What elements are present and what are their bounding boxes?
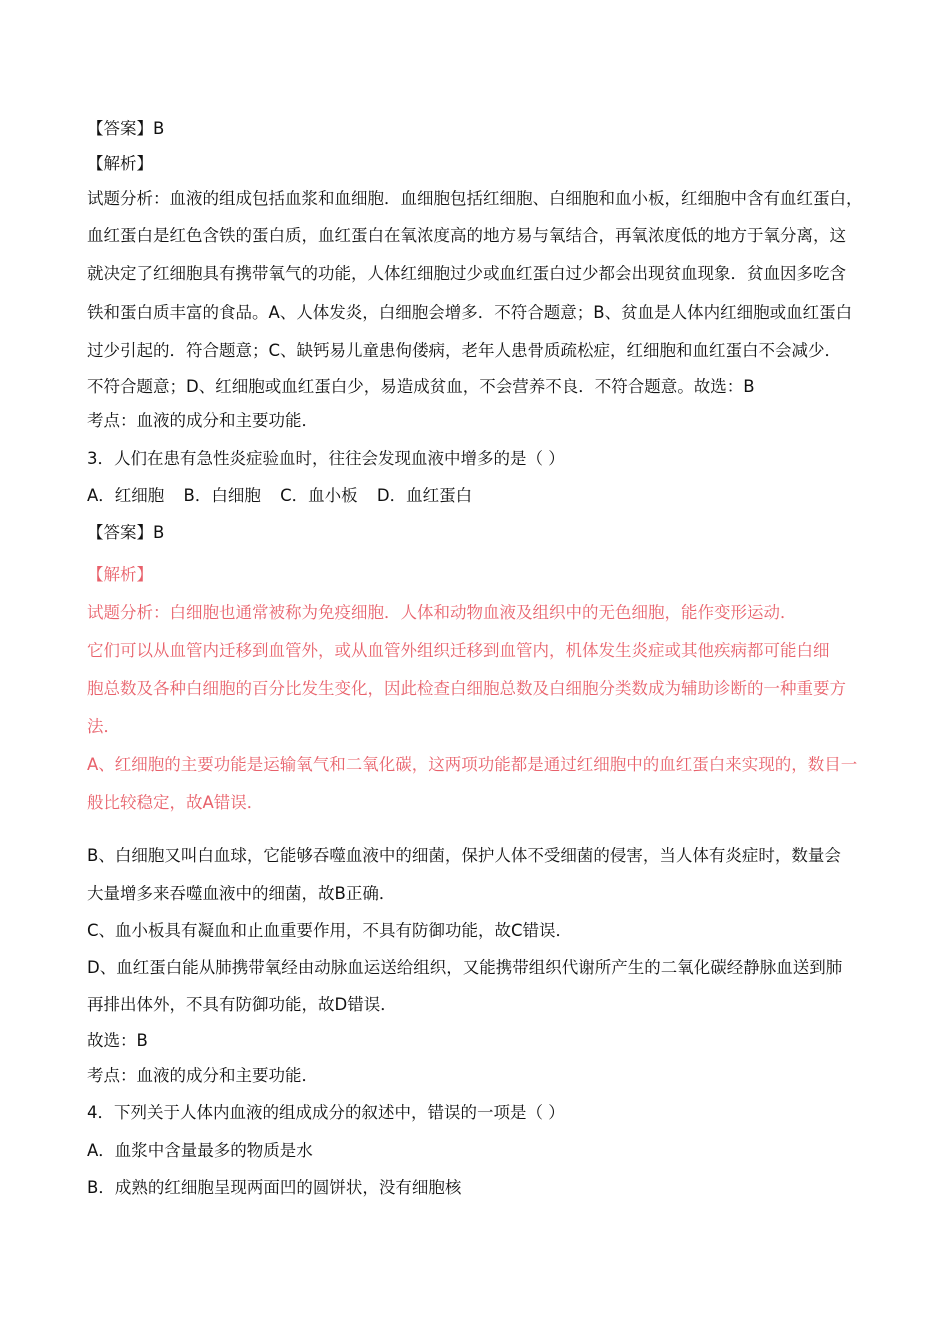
explanation-line: D、血红蛋白能从肺携带氧经由动脉血运送给组织，又能携带组织代谢所产生的二氧化碳经静脉血送到肺 (87, 958, 843, 977)
option-c: C．血小板 (280, 486, 358, 505)
option-a: A．红细胞 (87, 486, 165, 505)
option-d: D．血红蛋白 (376, 486, 473, 505)
analysis-line: 铁和蛋白质丰富的食品。A、人体发炎，白细胞会增多．不符合题意；B、贫血是人体内红细胞或血红蛋白 (87, 303, 853, 322)
red-analysis-line: 它们可以从血管内迁移到血管外，或从血管外组织迁移到血管内，机体发生炎症或其他疾病都可能白细 (87, 641, 830, 660)
answer-label-1: 【答案】B (87, 119, 165, 138)
red-analysis-line: 胞总数及各种白细胞的百分比发生变化，因此检查白细胞总数及白细胞分类数成为辅助诊断的一种重要方 (87, 679, 846, 698)
analysis-line: 就决定了红细胞具有携带氧气的功能，人体红细胞过少或血红蛋白过少都会出现贫血现象．贫血因多吃含 (87, 264, 846, 283)
explanation-line: B、白细胞又叫白血球，它能够吞噬血液中的细菌，保护人体不受细菌的侵害，当人体有炎症时，数量会 (87, 846, 841, 865)
red-analysis-line: 试题分析：白细胞也通常被称为免疫细胞．人体和动物血液及组织中的无色细胞，能作变形运动． (87, 603, 797, 622)
analysis-heading-1: 【解析】 (87, 154, 153, 173)
red-analysis-line: A、红细胞的主要功能是运输氧气和二氧化碳，这两项功能都是通过红细胞中的血红蛋白来实现的，数目一 (87, 755, 858, 774)
explanation-line: C、血小板具有凝血和止血重要作用，不具有防御功能，故C错误． (87, 921, 573, 940)
option-b: B．白细胞 (183, 486, 261, 505)
kaodian-line-1: 考点：血液的成分和主要功能． (87, 411, 318, 430)
option-b: B．成熟的红细胞呈现两面凹的圆饼状，没有细胞核 (87, 1178, 462, 1197)
answer-label-3: 【答案】B (87, 523, 165, 542)
red-analysis-line: 般比较稳定，故A错误． (87, 793, 264, 812)
choice-line: 故选：B (87, 1031, 148, 1050)
option-a: A．血浆中含量最多的物质是水 (87, 1141, 313, 1160)
red-analysis-line: 法． (87, 717, 120, 736)
kaodian-line-3: 考点：血液的成分和主要功能． (87, 1066, 318, 1085)
analysis-line: 不符合题意；D、红细胞或血红蛋白少，易造成贫血，不会营养不良．不符合题意。故选：B (87, 377, 755, 396)
question-4-stem: 4．下列关于人体内血液的组成成分的叙述中，错误的一项是（ ） (87, 1103, 565, 1122)
analysis-line: 试题分析：血液的组成包括血浆和血细胞．血细胞包括红细胞、白细胞和血小板，红细胞中含有血红蛋白， (87, 189, 863, 208)
question-3-stem: 3．人们在患有急性炎症验血时，往往会发现血液中增多的是（ ） (87, 449, 565, 468)
explanation-line: 大量增多来吞噬血液中的细菌，故B正确． (87, 884, 396, 903)
explanation-line: 再排出体外，不具有防御功能，故D错误． (87, 995, 397, 1014)
analysis-line: 过少引起的．符合题意；C、缺钙易儿童患佝偻病，老年人患骨质疏松症，红细胞和血红蛋白不会减少． (87, 341, 842, 360)
analysis-line: 血红蛋白是红色含铁的蛋白质，血红蛋白在氧浓度高的地方易与氧结合，再氧浓度低的地方于氧分离，这 (87, 226, 846, 245)
analysis-heading-3: 【解析】 (87, 565, 153, 584)
question-3-options (87, 485, 877, 507)
